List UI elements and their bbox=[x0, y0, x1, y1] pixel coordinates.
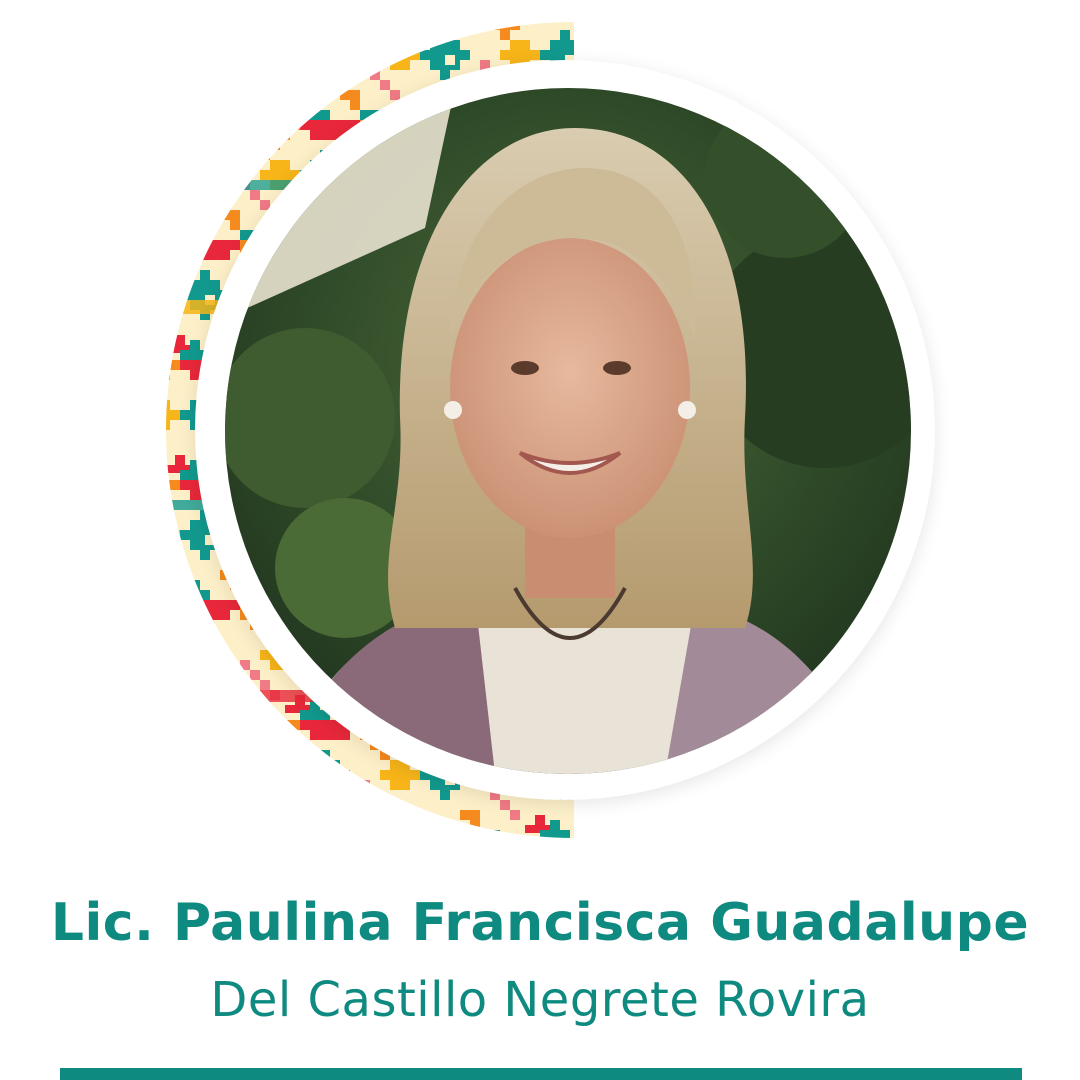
portrait-photo bbox=[225, 88, 911, 774]
profile-name-title: Lic. Paulina Francisca Guadalupe bbox=[50, 893, 1030, 953]
profile-name-surname: Del Castillo Negrete Rovira bbox=[210, 972, 870, 1028]
accent-divider bbox=[60, 1068, 1022, 1080]
